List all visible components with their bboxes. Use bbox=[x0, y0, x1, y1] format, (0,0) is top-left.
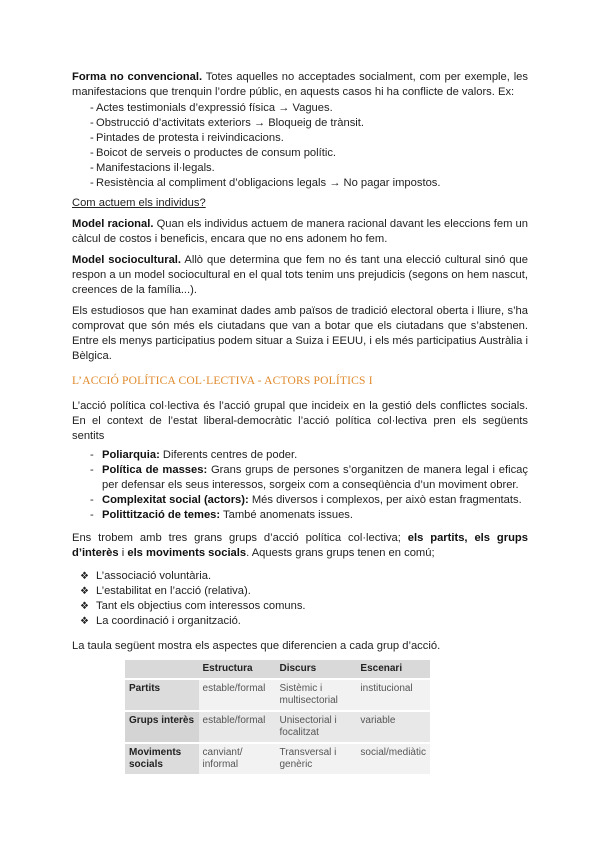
table-cell: Grups interès bbox=[125, 711, 199, 743]
table-row bbox=[125, 679, 430, 711]
table-cell: estable/formal bbox=[199, 679, 276, 711]
document-page bbox=[72, 70, 528, 774]
table-header-cell: Escenari bbox=[356, 660, 430, 679]
common-list bbox=[72, 569, 528, 629]
table-header-cell: Discurs bbox=[276, 660, 357, 679]
list-item bbox=[72, 463, 528, 493]
sense-text: Grans grups de persones s’organitzen de manera legal i eficaç per defensar els seus interessos, sorgeix com a conseqüència d’un moviment obrer. bbox=[102, 464, 528, 491]
table-cell: Transversal i genèric bbox=[276, 743, 357, 774]
list-item bbox=[72, 508, 528, 523]
model-racional-paragraph bbox=[72, 217, 528, 247]
list-item: - Resistència al compliment d’obligacions legals → No pagar impostos. bbox=[72, 176, 528, 191]
sense-term: Política de masses: bbox=[102, 464, 208, 476]
comparison-table bbox=[125, 660, 430, 774]
groups-text-e: . Aquests grans grups tenen en comú; bbox=[246, 547, 435, 559]
table-header-row bbox=[125, 660, 430, 679]
intro-paragraph bbox=[72, 70, 528, 100]
senses-list bbox=[72, 448, 528, 523]
model-sociocultural-paragraph bbox=[72, 253, 528, 298]
model-sociocultural-text: Allò que determina que fem no és tant una elecció cultural sinó que respon a un model sociocultural en el qual tots tenim uns prejudicis (segons on hem nascut, creences de la família...). bbox=[72, 254, 528, 296]
table-intro: La taula següent mostra els aspectes que diferencien a cada grup d’acció. bbox=[72, 640, 441, 652]
intro-text: Totes aquelles no acceptades socialment, com per exemple, les manifestacions que trenquin l’ordre públic, en aquests casos hi ha conflicte de valors. Ex: bbox=[72, 71, 529, 98]
table-cell: Sistèmic i multisectorial bbox=[276, 679, 357, 711]
sense-term: Complexitat social (actors): bbox=[102, 494, 249, 506]
list-item: ❖ Tant els objectius com interessos comuns. bbox=[72, 599, 528, 614]
list-item bbox=[72, 448, 528, 463]
list-item bbox=[72, 493, 528, 508]
list-item: - Boicot de serveis o productes de consum polític. bbox=[72, 146, 528, 161]
list-item: ❖ L’associació voluntària. bbox=[72, 569, 528, 584]
sense-text: Més diversos i complexos, per això estan fragmentats. bbox=[248, 494, 522, 506]
list-item: - Obstrucció d’activitats exteriors → Bloqueig de trànsit. bbox=[72, 116, 528, 131]
table-cell: estable/formal bbox=[199, 711, 276, 743]
table-cell: Partits bbox=[125, 679, 199, 711]
groups-paragraph bbox=[72, 531, 528, 561]
table-row bbox=[125, 743, 430, 774]
sense-term: Polittització de temes: bbox=[102, 509, 221, 521]
sense-text: També anomenats issues. bbox=[220, 509, 353, 521]
studies-paragraph: Els estudiosos que han examinat dades amb països de tradició electoral oberta i lliure, s’ha comprovat que són més els ciutadans que van a botar que els ciutadans que s’abstenen. Entre els menys participatius podem situar a Suiza i EEUU, i els més participatius Austràlia i Bèlgica. bbox=[72, 305, 528, 362]
collective-paragraph: L’acció política col·lectiva és l’acció grupal que incideix en la gestió dels conflictes socials. En el context de l’estat liberal-democràtic l’acció política col·lectiva pren els següents sentits bbox=[72, 400, 528, 442]
list-item: - Pintades de protesta i reivindicacions. bbox=[72, 131, 528, 146]
sense-text: Diferents centres de poder. bbox=[159, 449, 298, 461]
list-item: - Manifestacions il·legals. bbox=[72, 161, 528, 176]
intro-title: Forma no convencional. bbox=[72, 71, 203, 83]
sense-term: Poliarquia: bbox=[102, 449, 160, 461]
section-heading: L’ACCIÓ POLÍTICA COL·LECTIVA - ACTORS POLÍTICS I bbox=[72, 375, 373, 387]
table-cell: canviant/ informal bbox=[199, 743, 276, 774]
table-cell: Unisectorial i focalitzat bbox=[276, 711, 357, 743]
model-sociocultural-title: Model sociocultural. bbox=[72, 254, 182, 266]
groups-text-c: i bbox=[118, 547, 128, 559]
question-heading: Com actuem els individus? bbox=[72, 197, 206, 209]
table-cell: variable bbox=[356, 711, 430, 743]
forms-list bbox=[72, 101, 528, 191]
table-cell: social/mediàtic bbox=[356, 743, 430, 774]
model-racional-text: Quan els individus actuem de manera racional davant les eleccions fem un càlcul de costos i beneficis, encara que no ens adonem ho fem. bbox=[72, 218, 528, 245]
groups-bold-d: els moviments socials bbox=[127, 547, 247, 559]
list-item: ❖ La coordinació i organització. bbox=[72, 614, 528, 629]
table-header-cell: Estructura bbox=[199, 660, 276, 679]
table-cell: institucional bbox=[356, 679, 430, 711]
list-item: ❖ L’estabilitat en l’acció (relativa). bbox=[72, 584, 528, 599]
table-row bbox=[125, 711, 430, 743]
list-item: - Actes testimonials d’expressió física → Vagues. bbox=[72, 101, 528, 116]
table-cell: Moviments socials bbox=[125, 743, 199, 774]
groups-bold-b: els partits, els grups d’interès bbox=[72, 532, 528, 559]
table-header-cell bbox=[125, 660, 199, 679]
groups-text-a: Ens trobem amb tres grans grups d’acció política col·lectiva; bbox=[72, 532, 408, 544]
model-racional-title: Model racional. bbox=[72, 218, 154, 230]
